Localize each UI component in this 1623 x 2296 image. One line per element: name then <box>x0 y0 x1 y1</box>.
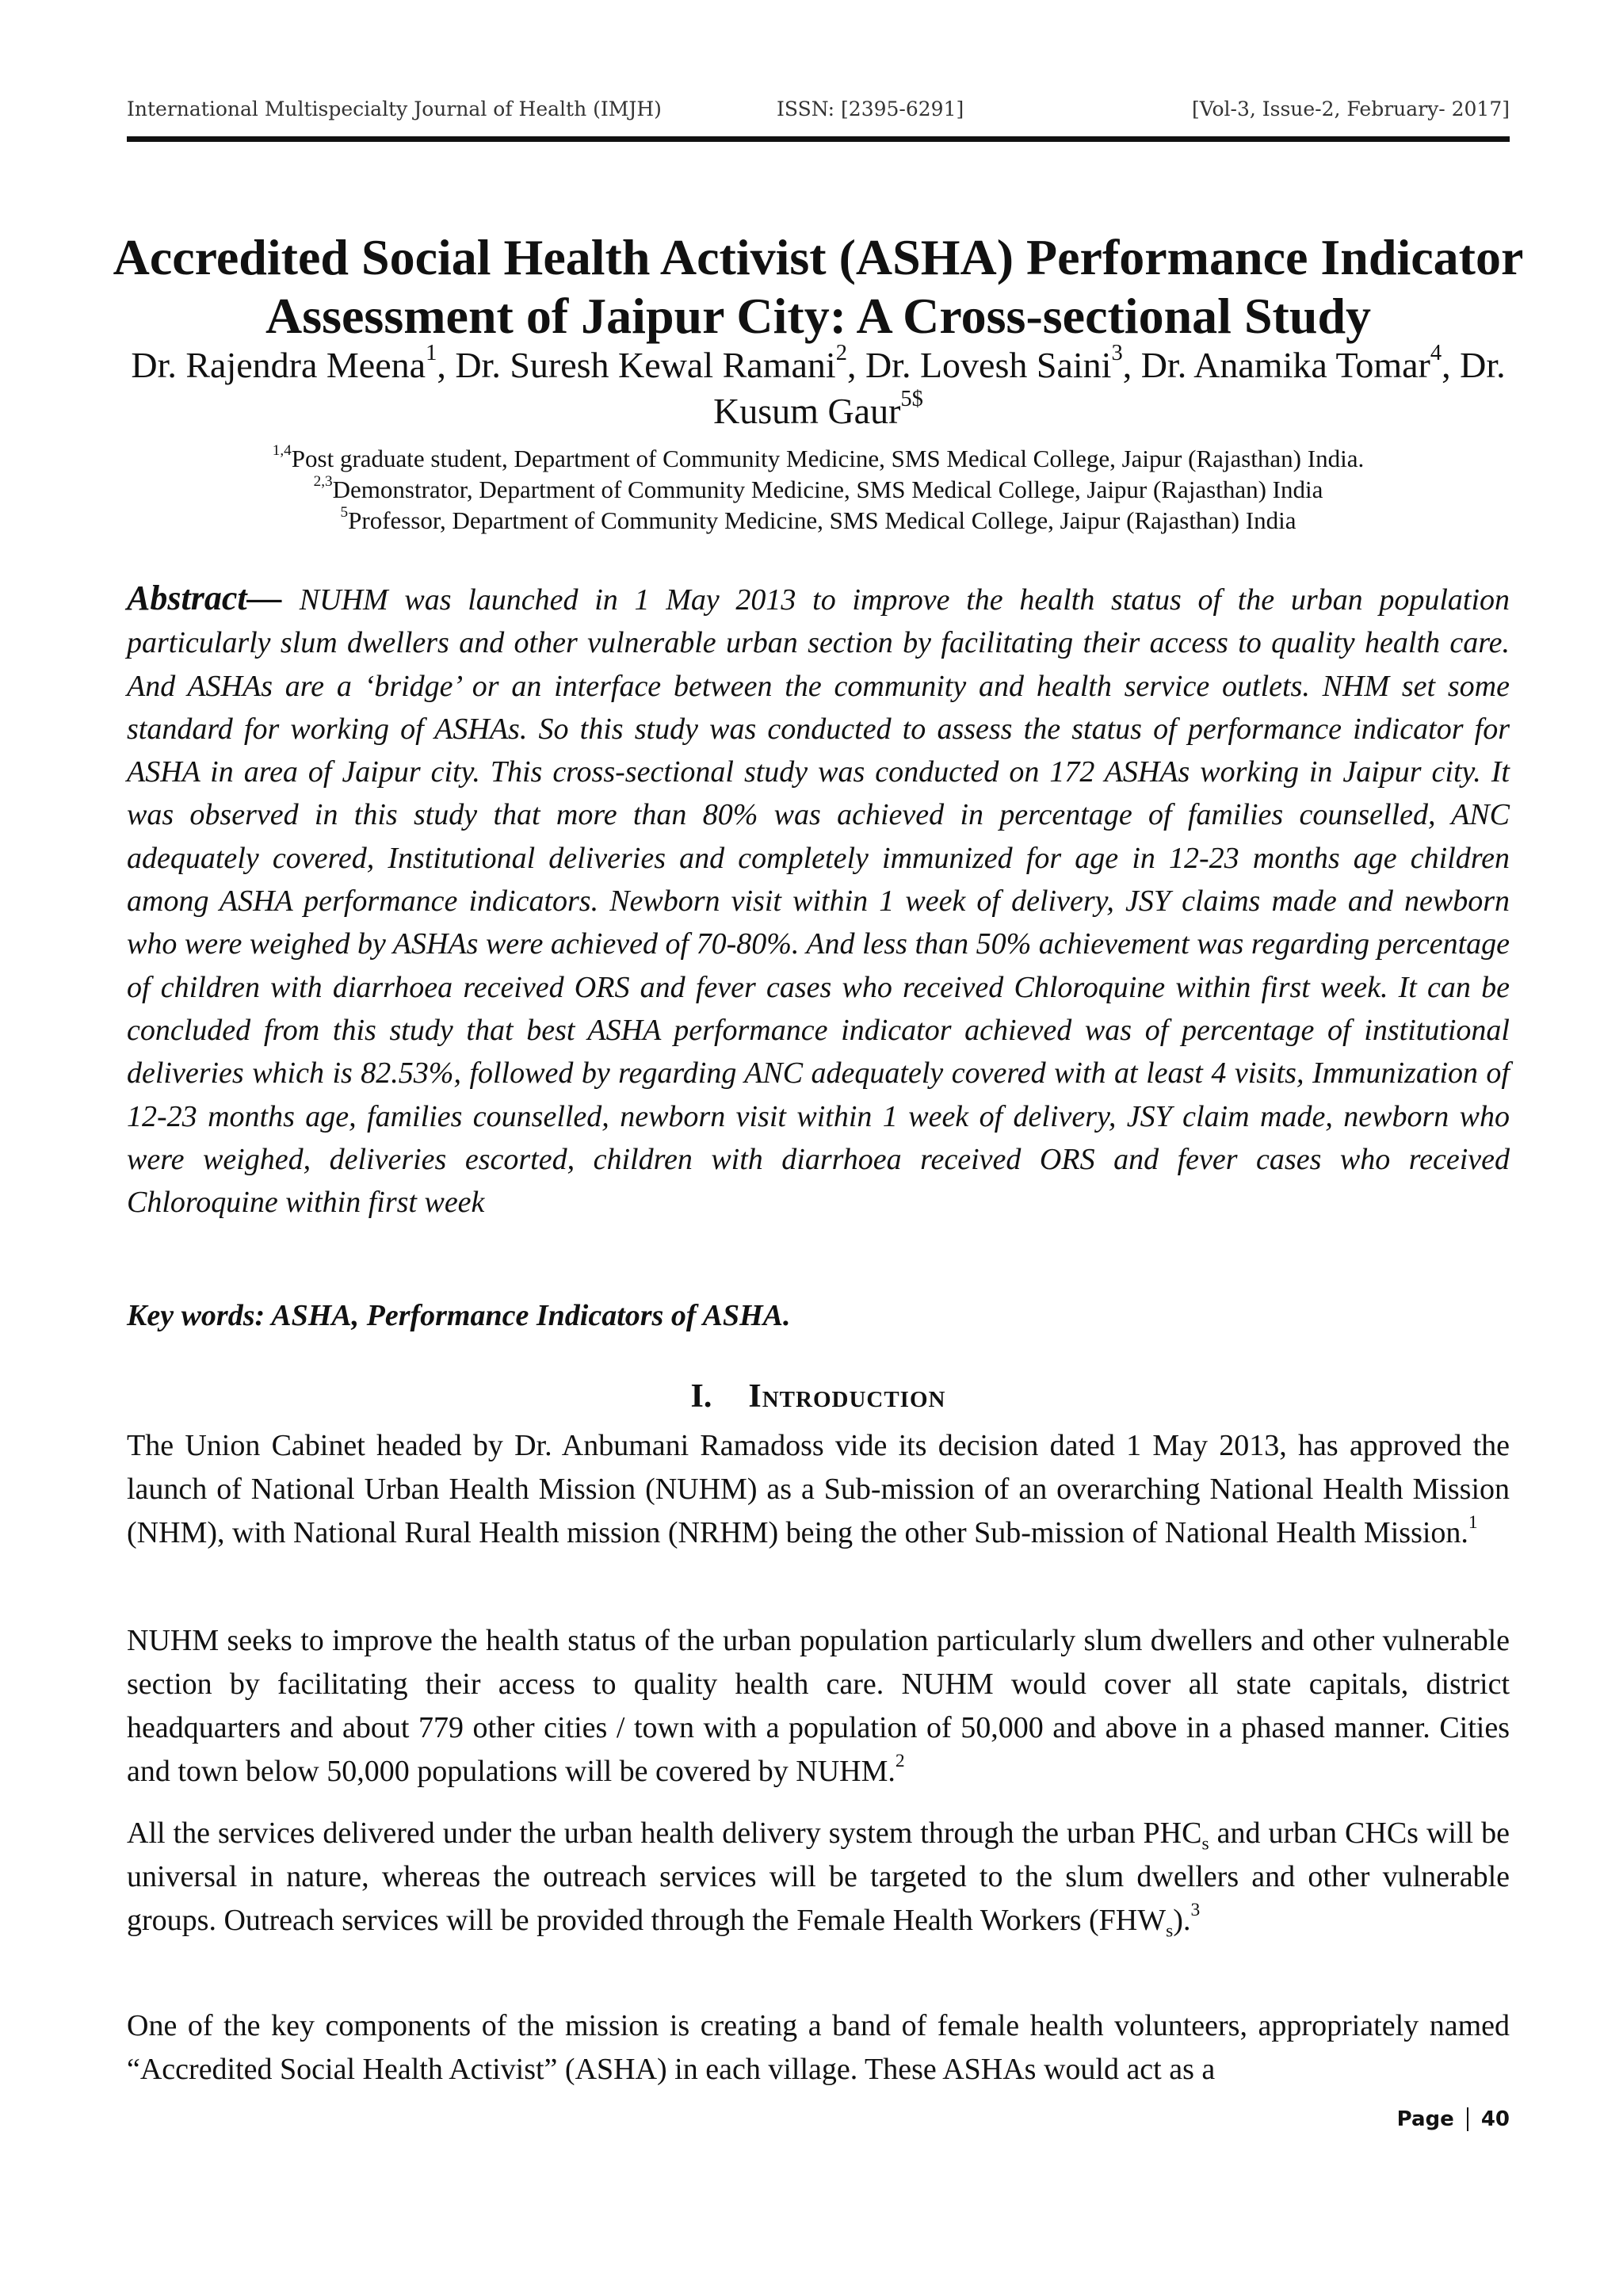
section-title: Introduction <box>748 1378 946 1415</box>
affiliation <box>127 474 1510 505</box>
author-separator: , <box>1442 345 1461 385</box>
affiliations <box>127 443 1510 536</box>
intro-paragraph-1 <box>127 1424 1510 1555</box>
author-list <box>127 342 1510 434</box>
paragraph-text: NUHM seeks to improve the health status of the urban population particularly slum dwellers and other vulnerable section by facilitating their access to quality health care. NUHM would cover all state capitals, district headquarters and about 779 other cities / town with a population of 50,000 and above in a phased manner. Cities and town below 50,000 populations will be covered by NUHM. <box>127 1624 1510 1788</box>
author-mark: 5$ <box>900 386 923 411</box>
affiliation <box>127 443 1510 474</box>
affiliation-text: Demonstrator, Department of Community Medicine, SMS Medical College, Jaipur (Rajasthan) India <box>332 476 1323 503</box>
paragraph-text: One of the key components of the mission is creating a band of female health volunteers, appropriately named “Accredited Social Health Activist” (ASHA) in each village. These ASHAs would act as a <box>127 2009 1510 2086</box>
author-name: Dr. Rajendra Meena <box>131 345 426 385</box>
affiliation-mark: 5 <box>340 503 349 521</box>
intro-paragraph-2 <box>127 1619 1510 1794</box>
footer-separator <box>1467 2107 1468 2131</box>
author-name: Dr. Lovesh Saini <box>865 345 1112 385</box>
keywords: Key words: ASHA, Performance Indicators of ASHA. <box>127 1299 791 1332</box>
affiliation-text: Post graduate student, Department of Community Medicine, SMS Medical College, Jaipur (Rajasthan) India. <box>291 445 1365 472</box>
issn: ISSN: [2395-6291] <box>777 97 964 120</box>
abstract-dash: — <box>246 579 300 617</box>
paragraph-text: and urban CHCs will be universal in nature, whereas the outreach services will be targeted to the slum dwellers and other vulnerable groups. Outreach services will be provided through the Female Health Workers (FHW <box>127 1817 1510 1937</box>
author-name: Dr. Anamika Tomar <box>1140 345 1430 385</box>
page-footer <box>1397 2103 1510 2136</box>
intro-paragraph-3 <box>127 1812 1510 1943</box>
paragraph-text: ). <box>1173 1904 1191 1937</box>
author <box>455 340 847 385</box>
abstract-label: Abstract <box>127 579 247 617</box>
author-mark: 4 <box>1430 340 1442 365</box>
author <box>131 340 437 385</box>
author-name: Dr. Suresh Kewal Ramani <box>455 345 836 385</box>
author <box>1140 340 1442 385</box>
citation-ref: 3 <box>1190 1899 1201 1920</box>
page-label: Page <box>1396 2107 1454 2131</box>
author-name: Dr. Kusum Gaur <box>713 345 1506 431</box>
affiliation-text: Professor, Department of Community Medicine, SMS Medical College, Jaipur (Rajasthan) India <box>348 506 1296 534</box>
author-mark: 1 <box>426 340 437 365</box>
affiliation <box>127 505 1510 536</box>
journal-name: International Multispecialty Journal of Health (IMJH) <box>127 97 662 120</box>
author <box>865 340 1123 385</box>
paragraph-text: All the services delivered under the urban health delivery system through the urban PHC <box>127 1817 1202 1850</box>
abstract <box>127 577 1510 1224</box>
abstract-text: NUHM was launched in 1 May 2013 to improve the health status of the urban population particularly slum dwellers and other vulnerable urban section by facilitating their access to quality health care. And ASHAs are a ‘bridge’ or an interface between the community and health service outlets. NHM set some standard for working of ASHAs. So this study was conducted to assess the status of performance indicator for ASHA in area of Jaipur city. This cross-sectional study was conducted on 172 ASHAs working in Jaipur city. It was observed in this study that more than 80% was achieved in percentage of families counselled, ANC adequately covered, Institutional deliveries and completely immunized for age in 12-23 months age children among ASHA performance indicators. Newborn visit within 1 week of delivery, JSY claims made and newborn who were weighed by ASHAs were achieved of 70-80%. And less than 50% achievement was regarding percentage of children with diarrhoea received ORS and fever cases who received Chloroquine within first week. It can be concluded from this study that best ASHA performance indicator achieved was of percentage of institutional deliveries which is 82.53%, followed by regarding ANC adequately covered with at least 4 visits, Immunization of 12-23 months age, families counselled, newborn visit within 1 week of delivery, JSY claim made, newborn who were weighed, deliveries escorted, children with diarrhoea received ORS and fever cases who received Chloroquine within first week <box>127 583 1510 1220</box>
affiliation-mark: 2,3 <box>313 472 333 490</box>
citation-ref: 2 <box>895 1750 905 1771</box>
volume-issue: [Vol-3, Issue-2, February- 2017] <box>1191 97 1510 120</box>
author-mark: 2 <box>835 340 847 365</box>
affiliation-mark: 1,4 <box>272 441 292 459</box>
paper-title: Accredited Social Health Activist (ASHA) Performance Indicator Assessment of Jaipur City: A Cross-sectional Study <box>113 229 1524 344</box>
intro-paragraph-4 <box>127 2004 1510 2092</box>
section-heading-introduction <box>127 1375 1510 1418</box>
author-separator: , <box>437 345 456 385</box>
subscript: s <box>1166 1920 1174 1942</box>
subscript: s <box>1201 1833 1209 1855</box>
running-header <box>127 97 1510 132</box>
paragraph-text: The Union Cabinet headed by Dr. Anbumani Ramadoss vide its decision dated 1 May 2013, has approved the launch of National Urban Health Mission (NUHM) as a Sub-mission of an overarching National Health Mission (NHM), with National Rural Health mission (NRHM) being the other Sub-mission of National Health Mission. <box>127 1429 1510 1549</box>
author-separator: , <box>846 345 865 385</box>
author-separator: , <box>1122 345 1141 385</box>
page-number: 40 <box>1480 2107 1510 2131</box>
author-mark: 3 <box>1111 340 1123 365</box>
header-rule <box>127 136 1510 142</box>
citation-ref: 1 <box>1468 1511 1478 1533</box>
section-number: I. <box>690 1378 712 1415</box>
